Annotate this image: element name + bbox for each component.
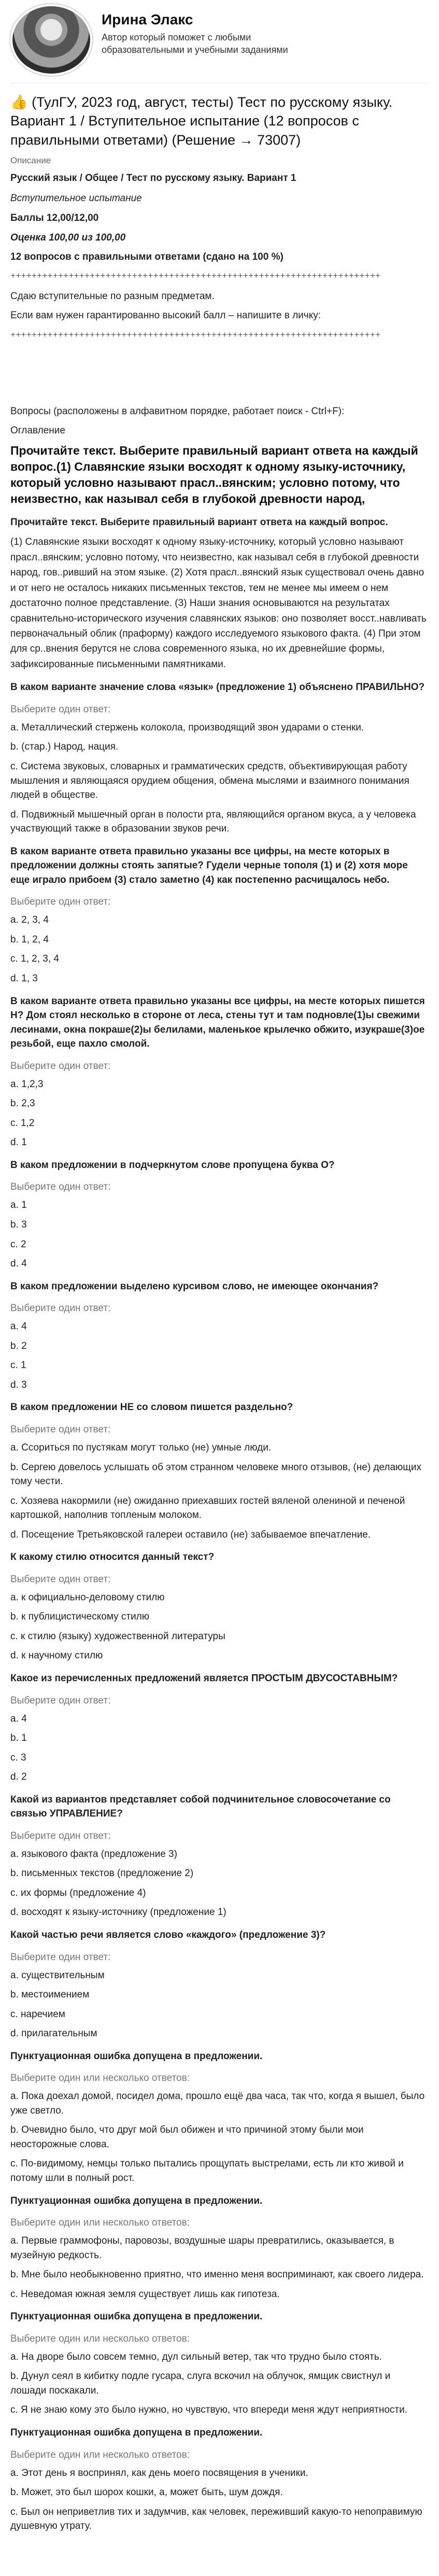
- question-text: В каком варианте значение слова «язык» (предложение 1) объяснено ПРАВИЛЬНО?: [10, 682, 425, 693]
- service-line-1: Сдаю вступительные по разным предметам.: [10, 290, 215, 302]
- option-b[interactable]: b. местоимением: [10, 1989, 90, 2001]
- exam-label: Вступительное испытание: [10, 192, 142, 204]
- option-b[interactable]: b. к публицистическому стилю: [10, 1611, 150, 1623]
- option-a[interactable]: a. языкового факта (предложение 3): [10, 1848, 177, 1860]
- option-a[interactable]: a. существительным: [10, 1969, 105, 1981]
- answer-label: Выберите один ответ:: [10, 1695, 111, 1706]
- question-7: [10, 1550, 429, 1663]
- option-c[interactable]: c. 1: [10, 1360, 26, 1371]
- answer-label: Выберите один ответ:: [10, 1181, 111, 1193]
- option-c[interactable]: c. их формы (предложение 4): [10, 1887, 146, 1898]
- option-d[interactable]: d. 1, 3: [10, 973, 38, 984]
- option-c[interactable]: c. 1, 2, 3, 4: [10, 953, 59, 965]
- grade-text: Оценка 100,00 из 100,00: [10, 232, 126, 243]
- author-description: Автор который поможет с любыми образовательными и учебными заданиями: [102, 32, 288, 55]
- answer-label: Выберите один ответ:: [10, 1303, 111, 1314]
- option-a[interactable]: a. к официально-деловому стилю: [10, 1592, 165, 1603]
- option-a[interactable]: a. Ссориться по пустякам могут только (не) умные люди.: [10, 1442, 272, 1453]
- contents-label: Оглавление: [10, 425, 65, 437]
- correct-summary: 12 вопросов с правильными ответами (сдано на 100 %): [10, 251, 284, 263]
- option-c[interactable]: c. 1,2: [10, 1117, 35, 1129]
- question-text: Пунктуационная ошибка допущена в предложении.: [10, 2050, 263, 2062]
- option-c[interactable]: c. к стилю (языку) художественной литературы: [10, 1630, 225, 1642]
- question-3: [10, 994, 429, 1150]
- option-d[interactable]: d. Подвижный мышечный орган в полости рта, являющийся органом вкуса, а у человека участвующий также в образовании звуков речи.: [10, 809, 416, 835]
- question-text: Какой частью речи является слово «каждого» (предложение 3)?: [10, 1929, 326, 1940]
- question-9: [10, 1793, 429, 1920]
- option-b[interactable]: b. Дунул сеял в кибитку подле гусара, слуга вскочил на облучок, ямщик свистнул и лошади поскакали.: [10, 2371, 391, 2396]
- author-avatar: [10, 4, 92, 76]
- breadcrumb: Русский язык / Общее / Тест по русскому языку. Вариант 1: [10, 173, 296, 184]
- question-text: В каком предложении выделено курсивом слово, не имеющее окончания?: [10, 1280, 379, 1292]
- separator-bottom: ++++++++++++++++++++++++++++++++++++++++++++++++++++++++++++++++++++++: [10, 330, 381, 341]
- option-b[interactable]: b. письменных текстов (предложение 2): [10, 1868, 194, 1879]
- option-b[interactable]: b. 1: [10, 1733, 27, 1744]
- option-b[interactable]: b. Может, это был шорох кошки, а, может быть, шум дождя.: [10, 2487, 283, 2498]
- description-label: Описание: [10, 156, 51, 166]
- answer-label: Выберите один ответ:: [10, 1573, 111, 1585]
- answer-label: Выберите один ответ:: [10, 703, 111, 715]
- option-c[interactable]: c. Система звуковых, словарных и грамматических средств, объективирующая работу мышления и являющаяся орудием общения, обмена мыслями и взаимного понимания людей в обществе.: [10, 761, 409, 801]
- author-info: [102, 4, 324, 57]
- question-text: Пунктуационная ошибка допущена в предложении.: [10, 2311, 263, 2322]
- option-d[interactable]: d. 2: [10, 1771, 27, 1783]
- question-text: В каком варианте ответа правильно указаны все цифры, на месте которых пишется Н? Дом стоял несколько в стороне от леса, стены тут и там подновле(1)ы свежими лесинами, окна покраше(2)ы белилами, маленькое крылечко обжито, изукраше(3)ое резьбой, еще пахло смолой.: [10, 995, 425, 1050]
- option-a[interactable]: a. 1,2,3: [10, 1078, 44, 1090]
- separator-top: ++++++++++++++++++++++++++++++++++++++++++++++++++++++++++++++++++++++: [10, 271, 381, 281]
- answer-label: Выберите один или несколько ответов:: [10, 2333, 190, 2344]
- question-10: [10, 1928, 429, 2041]
- option-a[interactable]: a. 1: [10, 1200, 27, 1211]
- question-12: [10, 2194, 429, 2302]
- answer-label: Выберите один ответ:: [10, 1060, 111, 1072]
- option-b[interactable]: b. 2: [10, 1340, 27, 1352]
- answer-label: Выберите один или несколько ответов:: [10, 2073, 190, 2084]
- option-d[interactable]: d. 4: [10, 1258, 27, 1270]
- option-d[interactable]: d. 1: [10, 1137, 27, 1148]
- answer-label: Выберите один или несколько ответов:: [10, 2449, 190, 2460]
- option-a[interactable]: a. 2, 3, 4: [10, 914, 49, 926]
- option-a[interactable]: a. Металлический стержень колокола, производящий звон ударами о стенки.: [10, 722, 364, 733]
- option-c[interactable]: c. Я не знаю кому это было нужно, но чувствую, что впереди меня ждут неприятности.: [10, 2404, 407, 2416]
- option-b[interactable]: b. 3: [10, 1219, 27, 1231]
- option-b[interactable]: b. 2,3: [10, 1098, 35, 1109]
- option-d[interactable]: d. Посещение Третьяковской галереи оставило (не) забываемое впечатление.: [10, 1529, 371, 1540]
- question-text: Какое из перечисленных предложений является ПРОСТЫМ ДВУСОСТАВНЫМ?: [10, 1672, 398, 1684]
- question-5: [10, 1279, 429, 1392]
- option-b[interactable]: b. Мне было необыкновенно приятно, что именно меня восприминают, как своего лидера.: [10, 2269, 424, 2281]
- answer-label: Выберите один ответ:: [10, 1830, 111, 1841]
- author-header: [10, 0, 429, 83]
- question-8: [10, 1671, 429, 1784]
- blank-space: [10, 348, 429, 400]
- author-name: Ирина Элакс: [102, 11, 193, 27]
- option-b[interactable]: b. 1, 2, 4: [10, 934, 49, 945]
- option-a[interactable]: a. 4: [10, 1321, 27, 1332]
- option-a[interactable]: a. 4: [10, 1713, 27, 1724]
- option-b[interactable]: b. (стар.) Народ, нация.: [10, 741, 119, 753]
- question-text: В каком предложении НЕ со словом пишется раздельно?: [10, 1402, 293, 1413]
- main-question: Прочитайте текст. Выберите правильный вариант ответа на каждый вопрос.(1) Славянские языки восходят к одному языку-источнику, который условно называют прасл..вянским; условно потому, что неизвестно, как называл себя в глубокой древности народ,: [10, 443, 418, 505]
- question-14: [10, 2426, 429, 2533]
- option-c[interactable]: c. наречием: [10, 2008, 65, 2020]
- document-title: 👍 (ТулГУ, 2023 год, август, тесты) Тест по русскому языку. Вариант 1 / Вступительное испытание (12 вопросов с правильными ответами) (Решение → 73007): [10, 94, 393, 148]
- option-b[interactable]: b. Сергею довелось услышать об этом странном человеке много отзывов, (не) делающих тому чести.: [10, 1461, 422, 1487]
- answer-label: Выберите один или несколько ответов:: [10, 2217, 190, 2229]
- option-d[interactable]: d. к научному стилю: [10, 1650, 103, 1662]
- option-c[interactable]: c. 3: [10, 1752, 26, 1763]
- option-d[interactable]: d. прилагательным: [10, 2028, 97, 2039]
- answer-label: Выберите один ответ:: [10, 896, 111, 908]
- answer-label: Выберите один ответ:: [10, 1424, 111, 1435]
- option-c[interactable]: c. Хозяева накормили (не) ожиданно приехавших гостей вяленой олениной и печеной картошкой, наполнив топленым молоком.: [10, 1495, 405, 1521]
- score-text: Баллы 12,00/12,00: [10, 213, 99, 224]
- question-4: [10, 1158, 429, 1271]
- option-a[interactable]: a. Этот день я воспринял, как день моего посвящения в ученики.: [10, 2467, 308, 2479]
- intro-question: Прочитайте текст. Выберите правильный вариант ответа на каждый вопрос.: [10, 516, 388, 528]
- question-1: [10, 680, 429, 836]
- option-c[interactable]: c. Был он неприветлив тих и задумчив, как человек, переживший какую-то непоправимую душевную утрату.: [10, 2506, 422, 2532]
- questions-note: Вопросы (расположены в алфавитном порядке, работает поиск - Ctrl+F):: [10, 405, 345, 417]
- question-text: К какому стилю относится данный текст?: [10, 1552, 215, 1563]
- option-a[interactable]: a. На дворе было совсем темно, дул сильный ветер, так что трудно было стоять.: [10, 2351, 382, 2362]
- option-c[interactable]: c. Неведомая южная земля существует лишь как гипотеза.: [10, 2288, 280, 2300]
- option-b[interactable]: b. Очевидно было, что друг мой был обижен и что причиной этому были мои неосторожные слова.: [10, 2124, 364, 2150]
- answer-label: Выберите один ответ:: [10, 1951, 111, 1963]
- question-text: Пунктуационная ошибка допущена в предложении.: [10, 2195, 263, 2206]
- option-c[interactable]: c. По-видимому, немцы только пытались прощупать выстрелами, есть ли кто живой и потому шли в полный рост.: [10, 2158, 404, 2184]
- question-13: [10, 2310, 429, 2417]
- option-d[interactable]: d. 3: [10, 1379, 27, 1390]
- option-d[interactable]: d. восходят к языку-источнику (предложение 1): [10, 1907, 226, 1918]
- reading-passage: (1) Славянские языки восходят к одному языку-источнику, который условно называют прасл..вянским; условно потому, что неизвестно, как называл себя в глубокой древности народ, гов..ривший на этом языке. (2) Хотя прасл..вянский язык существовал очень давно и от него не осталось никаких письменных текстов, тем не менее мы имеем о нем достаточно полное представление. (3) Наши знания основываются на результатах сравнительно-исторического изучения славянских языков: оно позволяет восст..навливать первоначальный облик (праформу) каждого исследуемого языкового факта. (4) При этом для ср..внения берутся не слова современного языка, но их древнейшие формы, зафиксированные письменными памятниками.: [10, 537, 427, 670]
- question-text: Пунктуационная ошибка допущена в предложении.: [10, 2427, 263, 2439]
- service-line-2: Если вам нужен гарантированно высокий балл – напишите в личку:: [10, 310, 321, 321]
- question-2: [10, 844, 429, 986]
- option-a[interactable]: a. Пока доехал домой, посидел дома, прошло ещё два часа, так что, когда я вышел, было уже светло.: [10, 2091, 425, 2116]
- question-text: В каком предложении в подчеркнутом слове пропущена буква О?: [10, 1159, 335, 1171]
- question-text: Какой из вариантов представляет собой подчинительное словосочетание со связью УПРАВЛЕНИЕ?: [10, 1794, 391, 1820]
- question-11: [10, 2049, 429, 2186]
- question-text: В каком варианте ответа правильно указаны все цифры, на месте которых в предложении должны стоять запятые? Гудели черные тополя (1) и (2) хотя море еще играло прибоем (3) стало заметно (4) как постепенно расчищалось небо.: [10, 846, 408, 885]
- option-a[interactable]: a. Первые граммофоны, паровозы, воздушные шары превратились, оказывается, в музейную редкость.: [10, 2235, 394, 2261]
- question-6: [10, 1400, 429, 1542]
- option-c[interactable]: c. 2: [10, 1238, 26, 1250]
